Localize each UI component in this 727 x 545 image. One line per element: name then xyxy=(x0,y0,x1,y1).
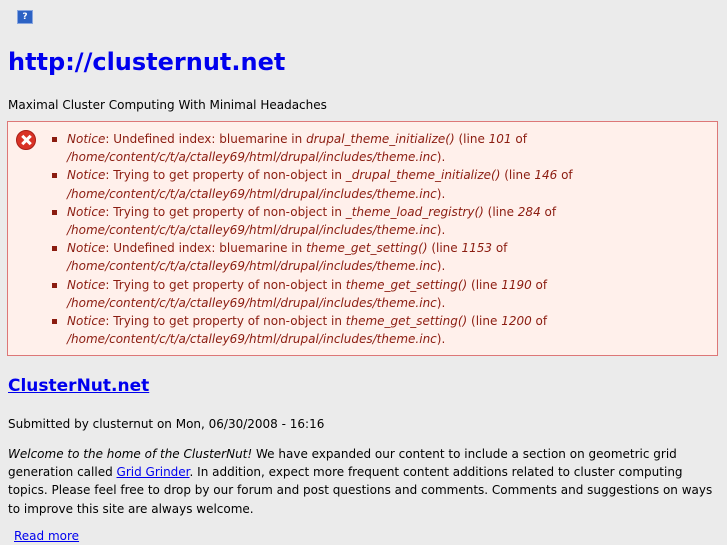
notice-text: ). xyxy=(436,186,446,201)
notice-text: of xyxy=(492,241,508,256)
notice-item xyxy=(67,203,717,239)
notice-text: (line xyxy=(483,204,518,219)
notice-text: of xyxy=(531,314,548,329)
notice-label: Notice xyxy=(67,277,106,292)
notice-text: ). xyxy=(436,295,446,310)
notice-file-path: /home/content/c/t/a/ctalley69/html/drupal/includes/theme.inc xyxy=(67,332,437,347)
site-slogan: Maximal Cluster Computing With Minimal Headaches xyxy=(8,98,327,112)
error-icon xyxy=(16,130,36,150)
notice-text: ). xyxy=(436,150,446,165)
notice-text: (line xyxy=(467,277,502,292)
notice-text: (line xyxy=(454,132,489,146)
bullet-icon xyxy=(52,137,57,142)
site-title xyxy=(8,46,285,78)
notice-line-number: 1200 xyxy=(501,314,532,329)
notice-label: Notice xyxy=(67,168,106,183)
node-title-link[interactable]: ClusterNut.net xyxy=(8,376,150,396)
notice-text: : Trying to get property of non-object in xyxy=(105,277,346,292)
broken-image-icon: ? xyxy=(17,10,33,24)
notice-text: : Undefined index: bluemarine in xyxy=(105,241,307,256)
notice-text: of xyxy=(540,204,557,219)
notice-file-path: /home/content/c/t/a/ctalley69/html/drupal/includes/theme.inc xyxy=(67,223,437,238)
notice-file-path: /home/content/c/t/a/ctalley69/html/drupal/includes/theme.inc xyxy=(67,259,437,274)
notice-text: ). xyxy=(436,223,446,238)
notice-item xyxy=(67,239,717,275)
notice-label: Notice xyxy=(67,204,106,219)
submitted-info: Submitted by clusternut on Mon, 06/30/2008 - 16:16 xyxy=(8,417,325,431)
notice-item xyxy=(67,312,717,348)
notice-text: : Trying to get property of non-object in xyxy=(105,314,346,329)
bullet-icon xyxy=(52,246,57,251)
notice-function: _theme_load_registry() xyxy=(345,204,484,219)
notice-text: : Trying to get property of non-object in xyxy=(105,168,346,183)
notice-line-number: 1190 xyxy=(501,277,532,292)
notice-line-number: 101 xyxy=(488,132,512,146)
notice-function: theme_get_setting() xyxy=(306,241,428,256)
notice-file-path: /home/content/c/t/a/ctalley69/html/drupal/includes/theme.inc xyxy=(67,295,437,310)
error-messages-box xyxy=(7,121,718,356)
notice-list xyxy=(67,130,717,348)
notice-text: (line xyxy=(427,241,462,256)
node-title xyxy=(8,376,149,396)
bullet-icon xyxy=(52,283,57,288)
notice-function: _drupal_theme_initialize() xyxy=(345,168,501,183)
notice-line-number: 146 xyxy=(534,168,558,183)
body-text-1: We have expanded our content to include a section on geometric grid generation called xyxy=(8,447,677,480)
notice-function: theme_get_setting() xyxy=(345,314,468,329)
notice-line-number: 1153 xyxy=(461,241,493,256)
notice-text: : Trying to get property of non-object in xyxy=(105,204,346,219)
notice-item xyxy=(67,166,717,202)
notice-text: : Undefined index: bluemarine in xyxy=(105,132,307,146)
notice-item xyxy=(67,276,717,312)
bullet-icon xyxy=(52,319,57,324)
grid-grinder-link[interactable]: Grid Grinder xyxy=(116,465,190,480)
notice-text: (line xyxy=(467,314,502,329)
read-more-link[interactable]: Read more xyxy=(14,529,80,543)
notice-file-path: /home/content/c/t/a/ctalley69/html/drupal/includes/theme.inc xyxy=(67,186,437,201)
notice-label: Notice xyxy=(67,241,106,256)
intro-text: Welcome to the home of the ClusterNut! xyxy=(8,447,253,461)
body-text-2: . In addition, expect more frequent content additions related to cluster computing topics. Please feel free to drop by our forum and post questions and comments. Comments and suggestions on ways to improve this site are always welcome. xyxy=(8,465,713,516)
notice-item xyxy=(67,130,717,166)
notice-text: ). xyxy=(436,259,446,274)
notice-label: Notice xyxy=(67,132,106,146)
notice-line-number: 284 xyxy=(517,204,541,219)
notice-text: ). xyxy=(436,332,446,347)
bullet-icon xyxy=(52,173,57,178)
notice-label: Notice xyxy=(67,314,106,329)
notice-function: theme_get_setting() xyxy=(345,277,468,292)
notice-text: of xyxy=(557,168,573,183)
notice-text: of xyxy=(531,277,548,292)
notice-file-path: /home/content/c/t/a/ctalley69/html/drupal/includes/theme.inc xyxy=(67,150,437,165)
notice-function: drupal_theme_initialize() xyxy=(306,132,455,146)
notice-text: of xyxy=(511,132,527,146)
read-more xyxy=(14,528,79,544)
notice-text: (line xyxy=(500,168,535,183)
bullet-icon xyxy=(52,210,57,215)
node-body xyxy=(8,445,720,518)
site-title-link[interactable]: http://clusternut.net xyxy=(8,48,286,76)
